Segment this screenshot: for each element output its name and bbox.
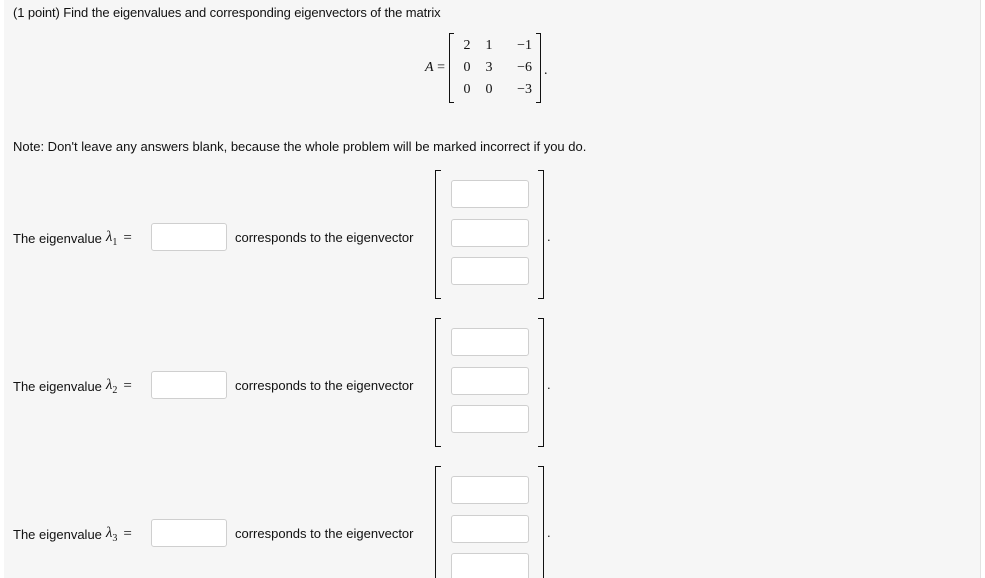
equals-sign: = [123, 378, 132, 394]
lambda-symbol: $\lambda_1$ [105, 229, 118, 248]
eigenvector-1-component-2[interactable] [451, 219, 529, 247]
eigenvalue-label [13, 377, 132, 396]
equals-sign: = [123, 230, 132, 246]
vector-period: . [547, 229, 551, 244]
matrix-cell: 2 [463, 38, 471, 53]
eigen-row-2 [4, 315, 980, 445]
matrix-cell: 0 [485, 82, 493, 97]
eigenvalue-3-input[interactable] [151, 519, 227, 547]
eigenvector-3-component-3[interactable] [451, 553, 529, 578]
eigenvalue-prefix: The eigenvalue [13, 379, 102, 394]
eigenvalue-label [13, 229, 132, 248]
vector-left-bracket [435, 466, 441, 578]
eigenvector-2-component-2[interactable] [451, 367, 529, 395]
eigenvalue-2-input[interactable] [151, 371, 227, 399]
matrix-equals: = [437, 60, 445, 75]
matrix-cell: 3 [485, 60, 493, 75]
matrix-a [425, 33, 547, 103]
eigenvector-2-component-1[interactable] [451, 328, 529, 356]
eigen-row-1 [4, 167, 980, 297]
matrix-cell: −6 [517, 60, 532, 75]
eigenvalue-prefix: The eigenvalue [13, 231, 102, 246]
eigenvector-label: corresponds to the eigenvector [235, 526, 414, 541]
matrix-name: A [425, 60, 434, 75]
eigen-row-3 [4, 463, 980, 578]
vector-right-bracket [538, 466, 544, 578]
lambda-symbol: $\lambda_3$ [105, 525, 118, 544]
matrix-cell: 1 [485, 38, 493, 53]
eigenvalue-label [13, 525, 132, 544]
eigenvector-1-component-3[interactable] [451, 257, 529, 285]
matrix-right-bracket [536, 33, 541, 103]
lambda-symbol: $\lambda_2$ [105, 377, 118, 396]
matrix-cell: −3 [517, 82, 532, 97]
vector-period: . [547, 525, 551, 540]
eigenvector-3-component-1[interactable] [451, 476, 529, 504]
problem-intro: (1 point) Find the eigenvalues and corresponding eigenvectors of the matrix [13, 5, 441, 20]
eigenvalue-1-input[interactable] [151, 223, 227, 251]
vector-left-bracket [435, 318, 441, 447]
matrix-cell: 0 [463, 82, 471, 97]
matrix-period: . [543, 63, 548, 78]
eigenvalue-prefix: The eigenvalue [13, 527, 102, 542]
vector-left-bracket [435, 170, 441, 299]
eigenvector-3-component-2[interactable] [451, 515, 529, 543]
equals-sign: = [123, 526, 132, 542]
matrix-label [425, 60, 445, 76]
eigenvector-1-component-1[interactable] [451, 180, 529, 208]
matrix-grid [454, 35, 536, 101]
vector-right-bracket [538, 170, 544, 299]
problem-container [4, 0, 981, 578]
vector-right-bracket [538, 318, 544, 447]
vector-period: . [547, 377, 551, 392]
matrix-cell: −1 [517, 38, 532, 53]
matrix-cell: 0 [463, 60, 471, 75]
problem-note: Note: Don't leave any answers blank, because the whole problem will be marked incorrect if you do. [13, 139, 587, 154]
eigenvector-2-component-3[interactable] [451, 405, 529, 433]
eigenvector-label: corresponds to the eigenvector [235, 378, 414, 393]
eigenvector-label: corresponds to the eigenvector [235, 230, 414, 245]
